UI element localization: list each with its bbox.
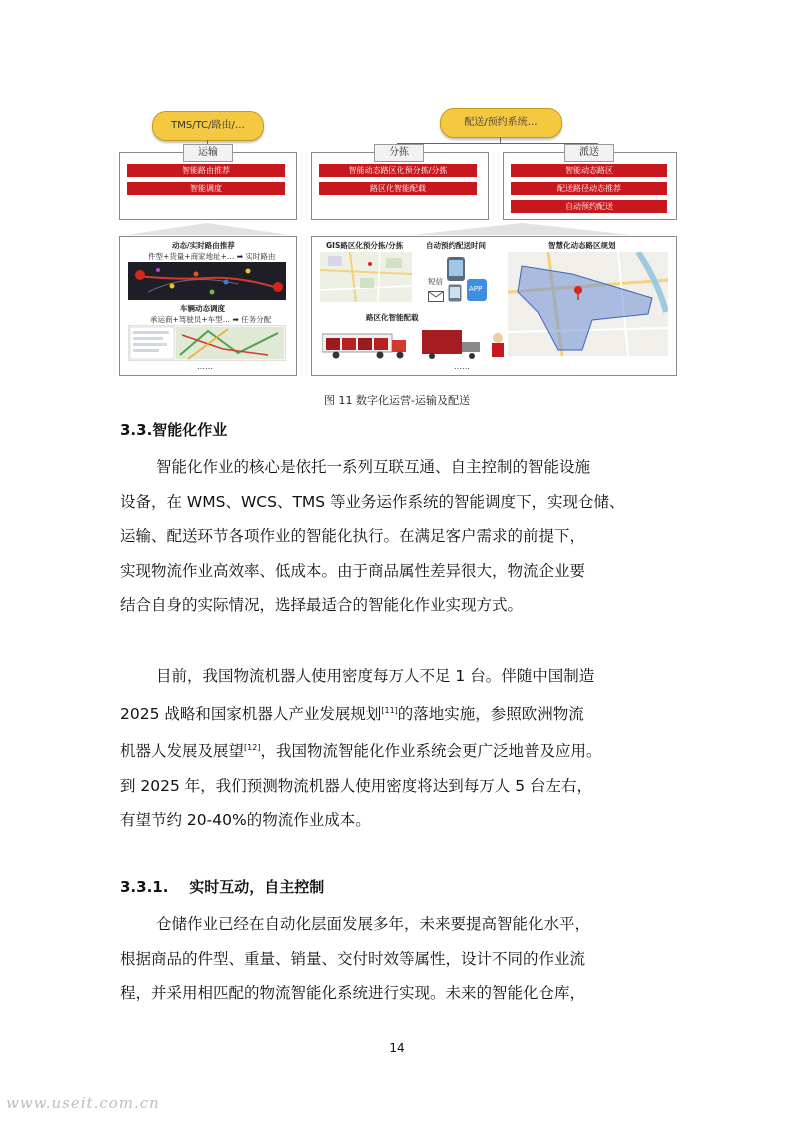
transport-item: 智能调度 xyxy=(127,182,285,195)
transport-item: 智能路由推荐 xyxy=(127,164,285,177)
routing-subtitle: 件型+货量+商家地址+… ➡ 实时路由 xyxy=(148,252,276,261)
zone-map-image xyxy=(508,252,668,356)
text-line: 程，并采用相匹配的物流智能化系统进行实现。未来的智能化仓库， xyxy=(120,984,586,1002)
text-line: 智能化作业的核心是依托一系列互联互通、自主控制的智能设施 xyxy=(156,458,591,476)
sms-label: 短信 xyxy=(428,277,443,286)
text-fragment: ，我国物流智能化作业系统会更广泛地普及应用。 xyxy=(260,742,602,761)
text-line: 到 2025 年，我们预测物流机器人使用密度将达到每万人 5 台左右， xyxy=(120,776,593,795)
text-line: 根据商品的件型、重量、销量、交付时效等属性，设计不同的作业流 xyxy=(120,949,586,968)
figure-caption: 图 11 数字化运营-运输及配送 xyxy=(324,394,470,407)
gis-title: GIS路区化预分拣/分拣 xyxy=(326,241,404,250)
paragraph-2 xyxy=(120,659,680,838)
paragraph-1 xyxy=(120,450,680,623)
text-line: 目前，我国物流机器人使用密度每万人不足 1 台。伴随中国制造 xyxy=(156,667,595,685)
phone-icon xyxy=(448,284,462,302)
dispatch-dashboard-image xyxy=(128,325,286,361)
text-fragment: 机器人发展及展望 xyxy=(120,742,245,761)
sorting-item: 智能动态路区化预分拣/分拣 xyxy=(319,164,477,177)
dispatch-title: 车辆动态调度 xyxy=(180,304,225,313)
sorting-item: 路区化智能配载 xyxy=(319,182,477,195)
subsection-heading: 3.3.1. 实时互动，自主控制 xyxy=(120,878,325,896)
route-map-image xyxy=(128,262,286,300)
text-line: 运输、配送环节各项作业的智能化执行。在满足客户需求的前提下， xyxy=(120,527,586,545)
text-line: 实现物流作业高效率、低成本。由于商品属性差异很大，物流企业要 xyxy=(120,561,586,580)
paragraph-3 xyxy=(120,907,680,1011)
zone-planning-title: 智慧化动态路区规划 xyxy=(548,241,616,250)
citation-11[interactable]: [11] xyxy=(381,705,398,715)
sorting-tab: 分拣 xyxy=(374,144,424,162)
pointer-triangle xyxy=(125,223,289,235)
text-fragment: 的落地实施，参照欧洲物流 xyxy=(397,704,584,723)
routing-title: 动态/实时路由推荐 xyxy=(172,241,235,250)
text-line xyxy=(120,694,680,732)
text-fragment: 2025 战略和国家机器人产业发展规划 xyxy=(120,704,382,723)
text-line: 结合自身的实际情况，选择最适合的智能化作业实现方式。 xyxy=(120,596,524,614)
dispatch-item: 配送路径动态推荐 xyxy=(511,182,667,195)
pointer-triangle xyxy=(412,223,632,235)
dispatch-tab: 派送 xyxy=(564,144,614,162)
routing-ellipsis: …… xyxy=(197,362,213,371)
page-number: 14 xyxy=(389,1041,405,1055)
envelope-icon xyxy=(428,287,444,298)
text-line: 设备，在 WMS、WCS、TMS 等业务运作系统的智能调度下，实现仓储、 xyxy=(120,492,625,511)
text-line xyxy=(120,731,680,769)
truck-loading-image xyxy=(322,328,508,360)
distribution-ellipsis: …… xyxy=(454,362,470,371)
text-line: 有望节约 20-40%的物流作业成本。 xyxy=(120,811,371,830)
text-line: 仓储作业已经在自动化层面发展多年，未来要提高智能化水平， xyxy=(156,915,591,933)
gis-map-image xyxy=(320,252,412,302)
section-heading: 3.3.智能化作业 xyxy=(120,421,228,439)
dispatch-item: 自动预约配送 xyxy=(511,200,667,213)
watermark: www.useit.com.cn xyxy=(6,1094,160,1112)
dispatch-item: 智能动态路区 xyxy=(511,164,667,177)
delivery-system-pill: 配送/预约系统… xyxy=(440,108,562,138)
tms-system-pill: TMS/TC/路由/… xyxy=(152,111,264,141)
citation-12[interactable]: [12] xyxy=(244,743,261,753)
transport-tab: 运输 xyxy=(183,144,233,162)
phone-icon xyxy=(446,256,466,282)
auto-appointment-title: 自动预约配送时间 xyxy=(426,241,486,250)
loading-title: 路区化智能配载 xyxy=(366,313,419,322)
app-label: APP xyxy=(469,285,483,293)
dispatch-subtitle: 承运商+驾驶员+车型… ➡ 任务分配 xyxy=(150,315,272,324)
